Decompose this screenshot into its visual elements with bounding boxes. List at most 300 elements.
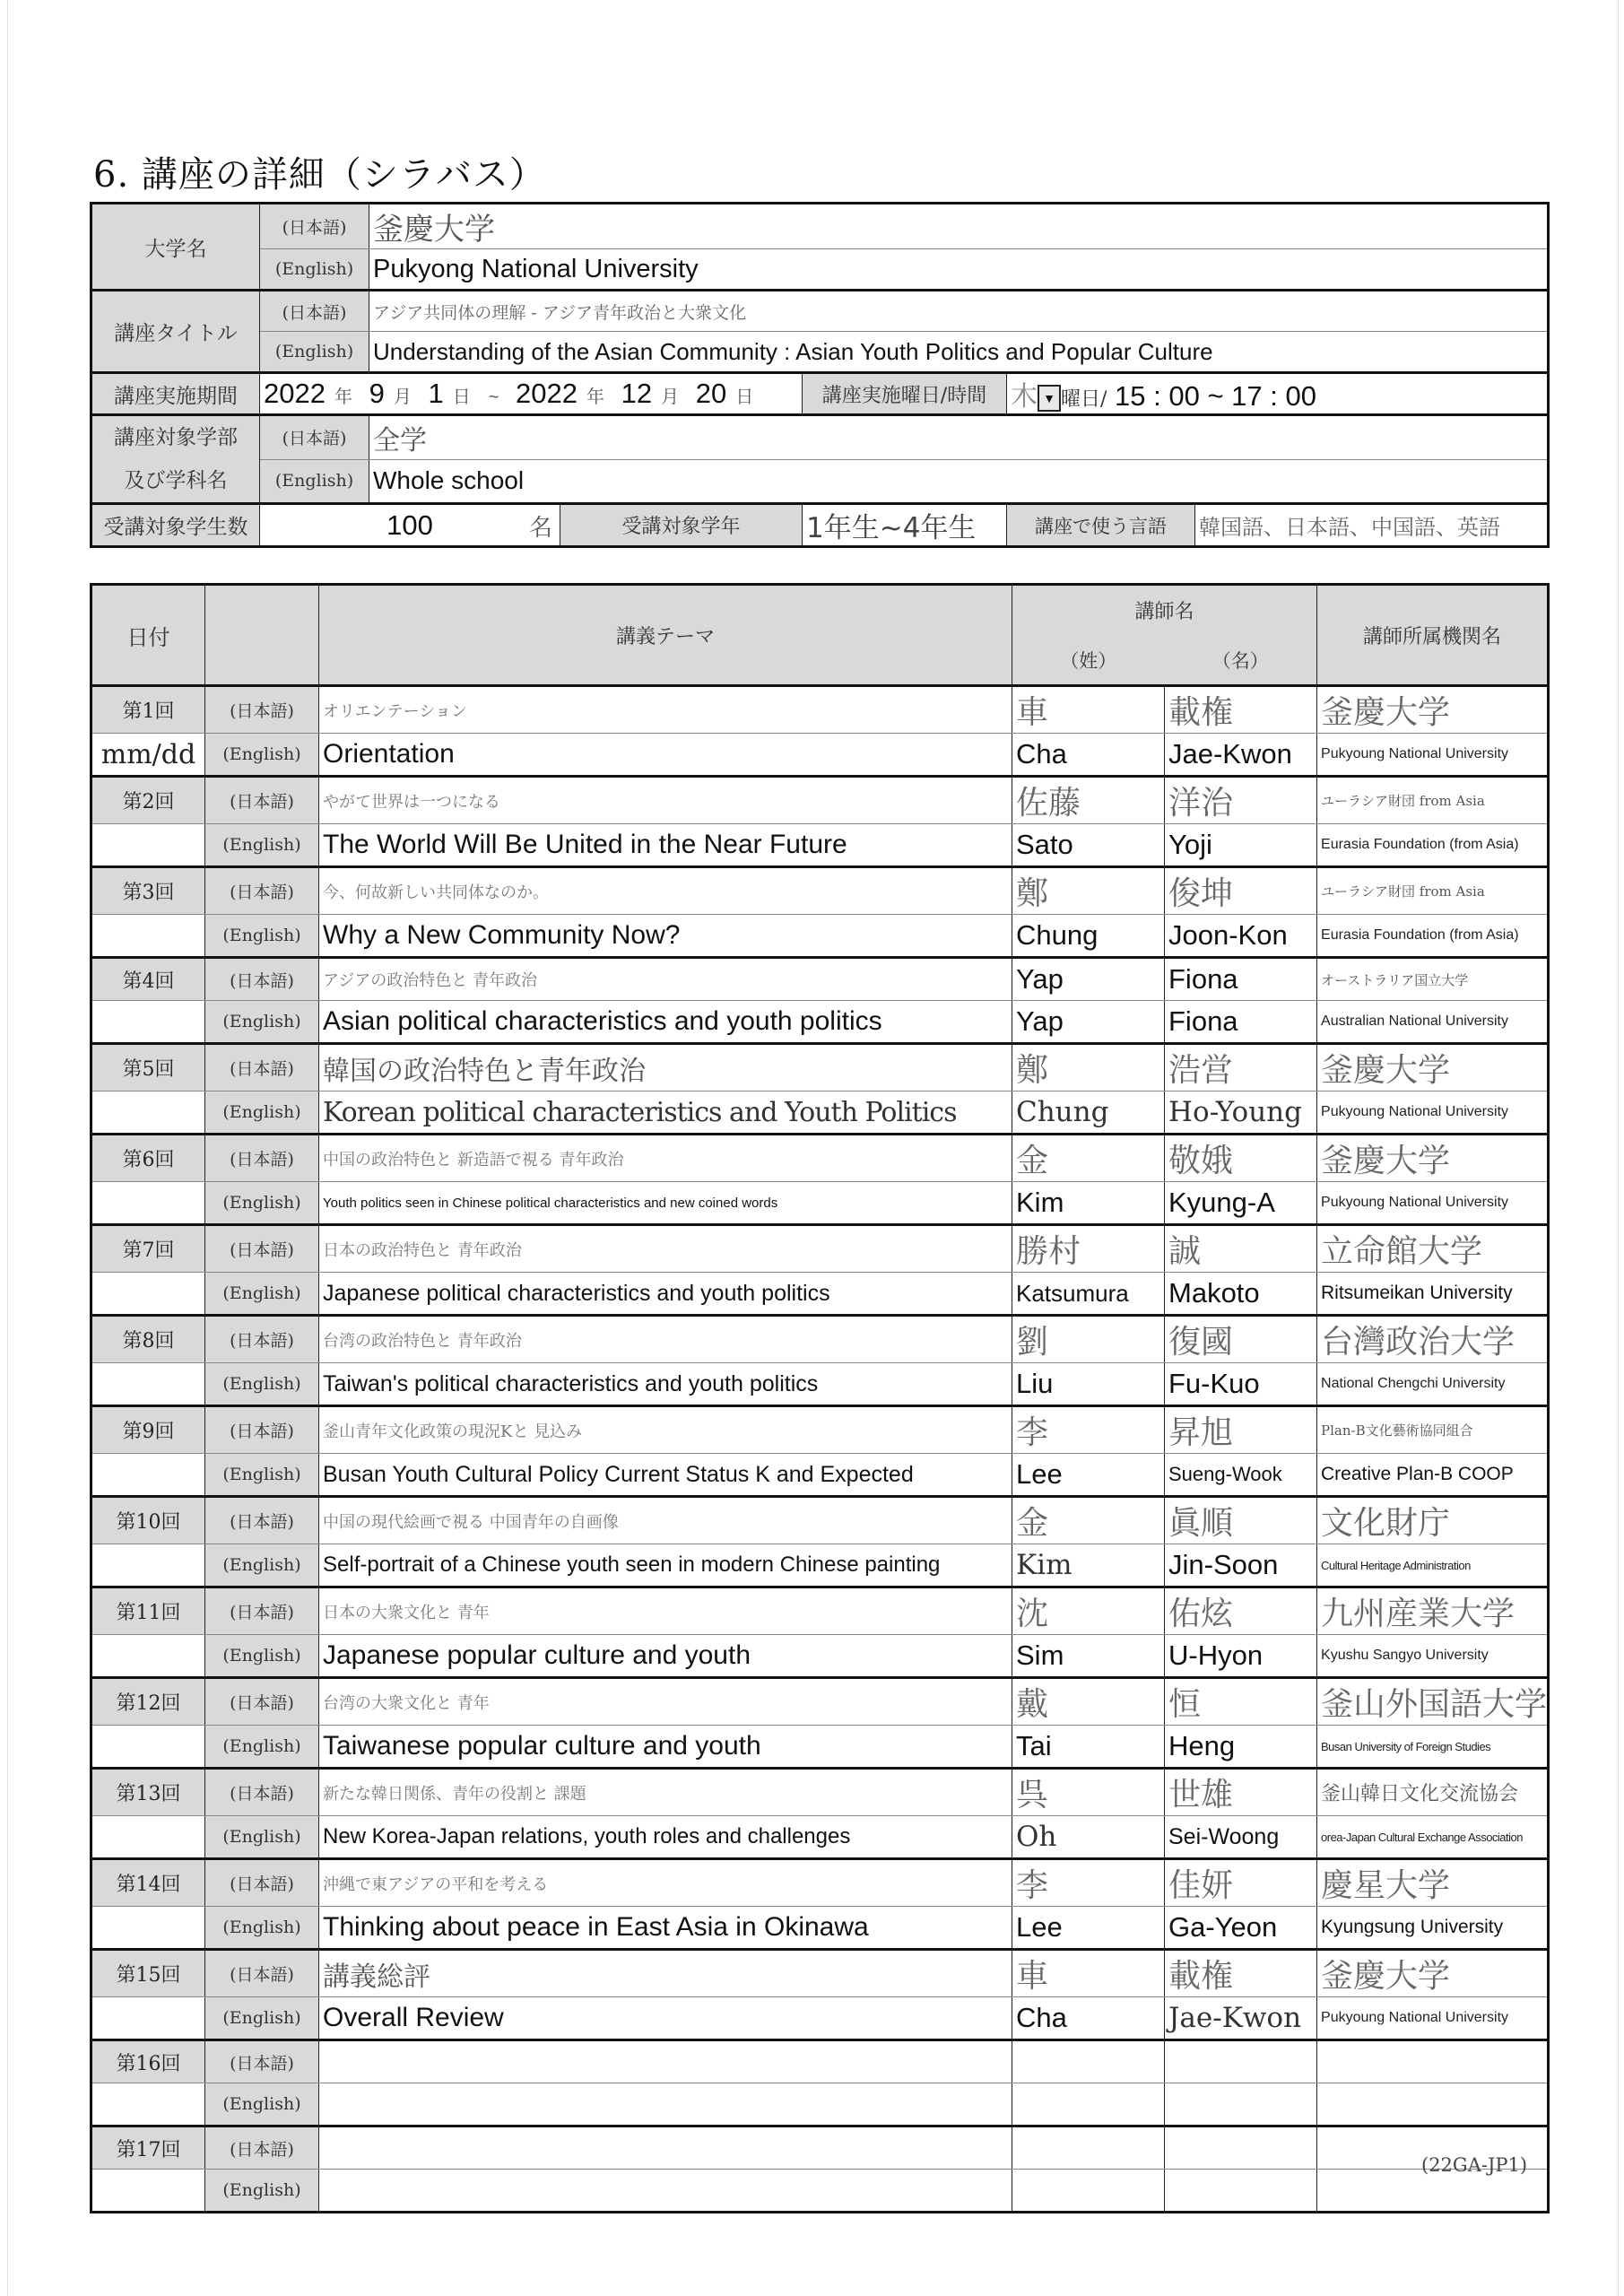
session-row-jp [91,1225,1549,1273]
theme-jp[interactable]: 講義総評 [319,1950,1012,1997]
session-date[interactable] [91,1273,205,1316]
session-date[interactable] [91,1635,205,1678]
session-number: 第2回 [91,777,205,824]
session-row-jp [91,2040,1549,2083]
lang-label-en: (English) [260,332,369,373]
unit-day: 日 [452,387,471,407]
given-name-en[interactable]: Sei-Woong [1165,1816,1317,1859]
surname-jp[interactable]: 金 [1012,1135,1165,1182]
theme-jp[interactable]: 台湾の政治特色と 青年政治 [319,1316,1012,1363]
session-row-en [91,1816,1549,1859]
surname-jp[interactable]: 佐藤 [1012,777,1165,824]
session-row-en [91,1544,1549,1587]
surname-jp[interactable]: 鄭 [1012,1044,1165,1091]
given-name-en[interactable] [1165,2083,1317,2126]
session-row-en [91,1182,1549,1225]
session-date[interactable] [91,824,205,867]
session-date[interactable] [91,2170,205,2213]
session-date[interactable] [91,1182,205,1225]
lang-label-jp: (日本語) [205,1225,319,1273]
surname-jp[interactable]: 金 [1012,1497,1165,1544]
lang-label-en: (English) [205,1816,319,1859]
unit-year: 年 [586,387,604,407]
lang-label-jp: (日本語) [205,1587,319,1635]
university-row-jp [91,204,1549,249]
students-label: 受講対象学生数 [91,504,260,547]
students-count: 100 [386,509,433,541]
lang-label-jp: (日本語) [205,1316,319,1363]
lang-label-en: (English) [205,1635,319,1678]
surname-jp[interactable] [1012,2126,1165,2170]
session-row-en [91,824,1549,867]
end-month: 12 [621,378,653,409]
given-name-en[interactable]: Yoji [1165,824,1317,867]
university-name-en[interactable]: Pukyong National University [369,249,1549,291]
lang-label-en: (English) [205,734,319,777]
lang-label-en: (English) [205,915,319,958]
session-row-en [91,1635,1549,1678]
affiliation-en[interactable]: Creative Plan-B COOP [1317,1454,1549,1497]
surname-en[interactable]: Chung [1012,915,1165,958]
page-title: 6. 講座の詳細（シラバス） [93,154,546,196]
affiliation-en[interactable]: Pukyoung National University [1317,734,1549,777]
session-row-en [91,1907,1549,1950]
lang-label-en: (English) [205,1544,319,1587]
session-number: 第12回 [91,1678,205,1726]
faculty-en[interactable]: Whole school [369,459,1549,504]
surname-en[interactable]: Chung [1012,1091,1165,1135]
theme-jp[interactable]: 釜山青年文化政策の現況Kと 見込み [319,1406,1012,1454]
given-name-en[interactable]: Ga-Yeon [1165,1907,1317,1950]
session-number: 第3回 [91,867,205,915]
session-row-jp [91,2126,1549,2170]
session-number: 第17回 [91,2126,205,2170]
given-name-en[interactable] [1165,2170,1317,2213]
session-row-jp [91,686,1549,734]
theme-en[interactable]: Korean political characteristics and Youth Politics [319,1091,1012,1135]
session-row-jp [91,777,1549,824]
lang-label-en: (English) [205,1726,319,1769]
session-number: 第6回 [91,1135,205,1182]
session-row-jp [91,1135,1549,1182]
session-number: 第7回 [91,1225,205,1273]
theme-en[interactable] [319,2170,1012,2213]
session-row-jp [91,1587,1549,1635]
theme-jp[interactable]: 新たな韓日関係、青年の役割と 課題 [319,1769,1012,1816]
lang-label-jp: (日本語) [205,777,319,824]
given-name-jp[interactable]: 眞順 [1165,1497,1317,1544]
weekday-suffix: 曜日/ [1061,388,1107,411]
affiliation-jp[interactable]: 台灣政治大学 [1317,1316,1549,1363]
affiliation-jp[interactable]: 慶星大学 [1317,1859,1549,1907]
lang-label-jp: (日本語) [205,1950,319,1997]
surname-jp[interactable]: 車 [1012,1950,1165,1997]
session-date[interactable] [91,1091,205,1135]
theme-en[interactable]: Taiwan's political characteristics and youth politics [319,1363,1012,1406]
session-date[interactable] [91,1907,205,1950]
session-row-en [91,2170,1549,2213]
course-title-row-en [91,332,1549,373]
lang-label-en: (English) [205,1001,319,1044]
course-info-table [90,202,1550,548]
given-name-jp[interactable]: 世雄 [1165,1769,1317,1816]
theme-en[interactable]: Youth politics seen in Chinese political characteristics and new coined words [319,1182,1012,1225]
surname-jp[interactable]: 勝村 [1012,1225,1165,1273]
session-number: 第16回 [91,2040,205,2083]
university-row-en [91,249,1549,291]
theme-en[interactable] [319,2083,1012,2126]
session-row-en [91,915,1549,958]
surname-en[interactable]: Liu [1012,1363,1165,1406]
faculty-row-en [91,459,1549,504]
theme-jp[interactable]: 沖縄で東アジアの平和を考える [319,1859,1012,1907]
lang-label-en: (English) [260,459,369,504]
lang-label-jp: (日本語) [260,415,369,460]
affiliation-en[interactable]: orea-Japan Cultural Exchange Association [1317,1816,1549,1859]
session-number: 第9回 [91,1406,205,1454]
surname-en[interactable]: Cha [1012,734,1165,777]
theme-en[interactable]: Taiwanese popular culture and youth [319,1726,1012,1769]
affiliation-en[interactable]: Australian National University [1317,1001,1549,1044]
lang-label-jp: (日本語) [205,1406,319,1454]
surname-en[interactable] [1012,2170,1165,2213]
affiliation-jp[interactable]: 釜慶大学 [1317,1950,1549,1997]
lang-label-en: (English) [205,1273,319,1316]
session-row-jp [91,1769,1549,1816]
affiliation-jp[interactable]: 釜慶大学 [1317,1044,1549,1091]
affiliation-en[interactable]: Pukyoung National University [1317,1182,1549,1225]
affiliation-jp[interactable]: Plan-B文化藝術協同組合 [1317,1406,1549,1454]
faculty-label-line2: 及び学科名 [124,469,228,492]
period-value[interactable] [260,373,803,415]
students-unit: 名 [528,514,552,542]
faculty-row-jp [91,415,1549,460]
lang-label-en: (English) [205,2083,319,2126]
affiliation-jp[interactable]: 文化財庁 [1317,1497,1549,1544]
lang-label-en: (English) [205,1363,319,1406]
affiliation-en[interactable]: Ritsumeikan University [1317,1273,1549,1316]
header-date: 日付 [91,585,205,686]
session-row-jp [91,1859,1549,1907]
lang-label-jp: (日本語) [205,686,319,734]
unit-month: 月 [393,387,412,407]
theme-jp[interactable]: 韓国の政治特色と青年政治 [319,1044,1012,1091]
lang-label-jp: (日本語) [205,1678,319,1726]
session-number: 第10回 [91,1497,205,1544]
session-date[interactable] [91,915,205,958]
given-name-en[interactable]: Kyung-A [1165,1182,1317,1225]
given-name-jp[interactable] [1165,2126,1317,2170]
session-number: 第14回 [91,1859,205,1907]
lang-label-jp: (日本語) [205,2040,319,2083]
given-name-jp[interactable]: 載権 [1165,1950,1317,1997]
session-number: 第8回 [91,1316,205,1363]
session-row-jp [91,1497,1549,1544]
affiliation-jp[interactable]: 釜山韓日文化交流協会 [1317,1769,1549,1816]
start-month: 9 [369,378,385,409]
weekday-time-value [1007,373,1549,415]
given-name-jp[interactable]: 復國 [1165,1316,1317,1363]
surname-en[interactable]: Yap [1012,1001,1165,1044]
theme-jp[interactable] [319,2040,1012,2083]
theme-en[interactable]: Japanese popular culture and youth [319,1635,1012,1678]
session-row-jp [91,1406,1549,1454]
session-date[interactable] [91,1816,205,1859]
session-number: 第15回 [91,1950,205,1997]
session-date[interactable] [91,1997,205,2040]
surname-jp[interactable] [1012,2040,1165,2083]
session-row-en [91,1363,1549,1406]
surname-en[interactable]: Katsumura [1012,1273,1165,1316]
theme-en[interactable]: Thinking about peace in East Asia in Okinawa [319,1907,1012,1950]
given-name-en[interactable]: Fiona [1165,1001,1317,1044]
surname-jp[interactable]: 沈 [1012,1587,1165,1635]
grade-value[interactable]: 1年生~4年生 [803,504,1007,547]
given-name-en[interactable]: Sueng-Wook [1165,1454,1317,1497]
course-title-label: 講座タイトル [91,291,260,373]
session-row-en [91,1454,1549,1497]
surname-jp[interactable]: 鄭 [1012,867,1165,915]
session-number: 第5回 [91,1044,205,1091]
given-name-en[interactable]: Heng [1165,1726,1317,1769]
theme-en[interactable]: The World Will Be United in the Near Future [319,824,1012,867]
university-name-jp[interactable]: 釜慶大学 [369,204,1549,249]
course-title-jp[interactable]: アジア共同体の理解 - アジア青年政治と大衆文化 [369,291,1549,332]
faculty-jp[interactable]: 全学 [369,415,1549,460]
theme-jp[interactable]: アジアの政治特色と 青年政治 [319,958,1012,1001]
surname-en[interactable]: Tai [1012,1726,1165,1769]
session-date[interactable] [91,2083,205,2126]
session-number: 第13回 [91,1769,205,1816]
form-code: (22GA-JP1) [1421,2154,1528,2176]
session-date[interactable] [91,1726,205,1769]
affiliation-en[interactable]: Eurasia Foundation (from Asia) [1317,915,1549,958]
session-row-en [91,734,1549,777]
languages-label: 講座で使う言語 [1007,504,1195,547]
affiliation-en[interactable]: Pukyoung National University [1317,1997,1549,2040]
lang-label-jp: (日本語) [205,867,319,915]
surname-en[interactable]: Sim [1012,1635,1165,1678]
session-row-en [91,1091,1549,1135]
lang-label-en: (English) [205,1907,319,1950]
given-name-jp[interactable]: 載権 [1165,686,1317,734]
theme-jp[interactable]: 今、何故新しい共同体なのか。 [319,867,1012,915]
surname-en[interactable]: Kim [1012,1544,1165,1587]
end-day: 20 [695,378,727,409]
session-number: 第4回 [91,958,205,1001]
given-name-jp[interactable] [1165,2040,1317,2083]
given-name-jp[interactable]: Fiona [1165,958,1317,1001]
given-name-en[interactable]: Makoto [1165,1273,1317,1316]
affiliation-en[interactable]: Busan University of Foreign Studies [1317,1726,1549,1769]
session-number: 第11回 [91,1587,205,1635]
theme-jp[interactable]: オリエンテーション [319,686,1012,734]
affiliation-en[interactable]: National Chengchi University [1317,1363,1549,1406]
lang-label-en: (English) [205,1091,319,1135]
lang-label-jp: (日本語) [205,2126,319,2170]
theme-en[interactable]: New Korea-Japan relations, youth roles and challenges [319,1816,1012,1859]
session-date[interactable] [91,1001,205,1044]
affiliation-jp[interactable] [1317,2040,1549,2083]
session-row-jp [91,1044,1549,1091]
surname-en[interactable]: Kim [1012,1182,1165,1225]
surname-jp[interactable]: Yap [1012,958,1165,1001]
affiliation-jp[interactable]: 釜慶大学 [1317,1135,1549,1182]
theme-en[interactable]: Overall Review [319,1997,1012,2040]
lang-label-jp: (日本語) [260,204,369,249]
session-row-jp [91,1316,1549,1363]
session-row-jp [91,1678,1549,1726]
header-theme: 講義テーマ [319,585,1012,686]
lang-label-jp: (日本語) [205,1497,319,1544]
session-row-jp [91,958,1549,1001]
surname-en[interactable] [1012,2083,1165,2126]
given-name-jp[interactable]: 敬娥 [1165,1135,1317,1182]
start-year: 2022 [264,378,326,409]
theme-en[interactable]: Orientation [319,734,1012,777]
session-row-jp [91,1950,1549,1997]
affiliation-jp[interactable]: ユーラシア財団 from Asia [1317,777,1549,824]
affiliation-jp[interactable]: 釜山外国語大学 [1317,1678,1549,1726]
session-date[interactable]: mm/dd [91,734,205,777]
lang-label-jp: (日本語) [205,1135,319,1182]
affiliation-en[interactable]: Pukyoung National University [1317,1091,1549,1135]
surname-en[interactable]: Cha [1012,1997,1165,2040]
surname-jp[interactable]: 戴 [1012,1678,1165,1726]
weekday-value: 木 [1011,381,1038,413]
theme-jp[interactable]: 日本の大衆文化と 青年 [319,1587,1012,1635]
session-date[interactable] [91,1454,205,1497]
given-name-en[interactable]: Jae-Kwon [1165,1997,1317,2040]
header-lang-blank [205,585,319,686]
course-title-row-jp [91,291,1549,332]
session-date[interactable] [91,1544,205,1587]
theme-en[interactable]: Busan Youth Cultural Policy Current Status K and Expected [319,1454,1012,1497]
theme-jp[interactable]: 日本の政治特色と 青年政治 [319,1225,1012,1273]
session-row-en [91,1997,1549,2040]
given-name-en[interactable]: Jin-Soon [1165,1544,1317,1587]
lang-label-en: (English) [205,1454,319,1497]
surname-jp[interactable]: 李 [1012,1859,1165,1907]
schedule-table [90,583,1550,2213]
affiliation-en[interactable]: Kyungsung University [1317,1907,1549,1950]
given-name-jp[interactable]: 恒 [1165,1678,1317,1726]
surname-en[interactable]: Lee [1012,1454,1165,1497]
lang-label-en: (English) [205,824,319,867]
theme-en[interactable]: Asian political characteristics and youth politics [319,1001,1012,1044]
header-surname: （姓） [1012,635,1165,686]
given-name-en[interactable]: Joon-Kon [1165,915,1317,958]
students-count-cell[interactable] [260,504,560,547]
period-separator: ~ [488,387,499,407]
affiliation-jp[interactable]: 立命館大学 [1317,1225,1549,1273]
chevron-down-icon: ▼ [1043,390,1055,405]
session-date[interactable] [91,1363,205,1406]
schedule-header-row-1 [91,585,1549,636]
grade-label: 受講対象学年 [560,504,803,547]
surname-jp[interactable]: 李 [1012,1406,1165,1454]
given-name-en[interactable]: U-Hyon [1165,1635,1317,1678]
affiliation-en[interactable] [1317,2083,1549,2126]
theme-jp[interactable]: 中国の政治特色と 新造語で視る 青年政治 [319,1135,1012,1182]
given-name-en[interactable]: Jae-Kwon [1165,734,1317,777]
lang-label-en: (English) [205,1997,319,2040]
unit-month: 月 [661,387,680,407]
header-given: （名） [1165,635,1317,686]
course-title-en[interactable]: Understanding of the Asian Community : Asian Youth Politics and Popular Culture [369,332,1549,373]
affiliation-jp[interactable]: 釜慶大学 [1317,686,1549,734]
session-row-en [91,1273,1549,1316]
lang-label-en: (English) [205,2170,319,2213]
lang-label-jp: (日本語) [260,291,369,332]
period-label: 講座実施期間 [91,373,260,415]
period-row [91,373,1549,415]
lang-label-en: (English) [205,1182,319,1225]
given-name-jp[interactable]: 誠 [1165,1225,1317,1273]
given-name-jp[interactable]: 佳妍 [1165,1859,1317,1907]
affiliation-jp[interactable]: ユーラシア財団 from Asia [1317,867,1549,915]
session-row-en [91,1001,1549,1044]
theme-en[interactable]: Self-portrait of a Chinese youth seen in modern Chinese painting [319,1544,1012,1587]
affiliation-en[interactable]: Kyushu Sangyo University [1317,1635,1549,1678]
surname-jp[interactable]: 車 [1012,686,1165,734]
university-label: 大学名 [91,204,260,291]
lang-label-en: (English) [260,249,369,291]
languages-value[interactable]: 韓国語、日本語、中国語、英語 [1195,504,1549,547]
given-name-jp[interactable]: 浩営 [1165,1044,1317,1091]
affiliation-en[interactable]: Eurasia Foundation (from Asia) [1317,824,1549,867]
weekday-dropdown[interactable] [1038,385,1061,412]
weekday-time-label: 講座実施曜日/時間 [803,373,1007,415]
surname-jp[interactable]: 劉 [1012,1316,1165,1363]
affiliation-jp[interactable]: 九州産業大学 [1317,1587,1549,1635]
start-day: 1 [428,378,444,409]
header-instructor: 講師名 [1012,585,1317,636]
surname-en[interactable]: Lee [1012,1907,1165,1950]
theme-en[interactable]: Why a New Community Now? [319,915,1012,958]
theme-en[interactable]: Japanese political characteristics and youth politics [319,1273,1012,1316]
theme-jp[interactable]: 中国の現代絵画で視る 中国青年の自画像 [319,1497,1012,1544]
lang-label-jp: (日本語) [205,958,319,1001]
affiliation-jp[interactable]: オーストラリア国立大学 [1317,958,1549,1001]
session-row-jp [91,867,1549,915]
surname-en[interactable]: Sato [1012,824,1165,867]
affiliation-en[interactable]: Cultural Heritage Administration [1317,1544,1549,1587]
lang-label-jp: (日本語) [205,1769,319,1816]
theme-jp[interactable]: やがて世界は一つになる [319,777,1012,824]
header-affiliation: 講師所属機関名 [1317,585,1549,686]
end-year: 2022 [516,378,578,409]
time-range[interactable]: 15 : 00 ~ 17 : 00 [1115,380,1316,412]
session-number: 第1回 [91,686,205,734]
surname-en[interactable]: Oh [1012,1816,1165,1859]
given-name-jp[interactable]: 俊坤 [1165,867,1317,915]
given-name-jp[interactable]: 佑炫 [1165,1587,1317,1635]
students-row [91,504,1549,547]
given-name-jp[interactable]: 洋治 [1165,777,1317,824]
theme-jp[interactable] [319,2126,1012,2170]
unit-day: 日 [735,387,754,407]
theme-jp[interactable]: 台湾の大衆文化と 青年 [319,1678,1012,1726]
faculty-label-line1: 講座対象学部 [114,426,238,449]
given-name-en[interactable]: Fu-Kuo [1165,1363,1317,1406]
surname-jp[interactable]: 呉 [1012,1769,1165,1816]
given-name-en[interactable]: Ho-Young [1165,1091,1317,1135]
session-row-en [91,2083,1549,2126]
session-row-en [91,1726,1549,1769]
given-name-jp[interactable]: 昇旭 [1165,1406,1317,1454]
unit-year: 年 [334,387,352,407]
